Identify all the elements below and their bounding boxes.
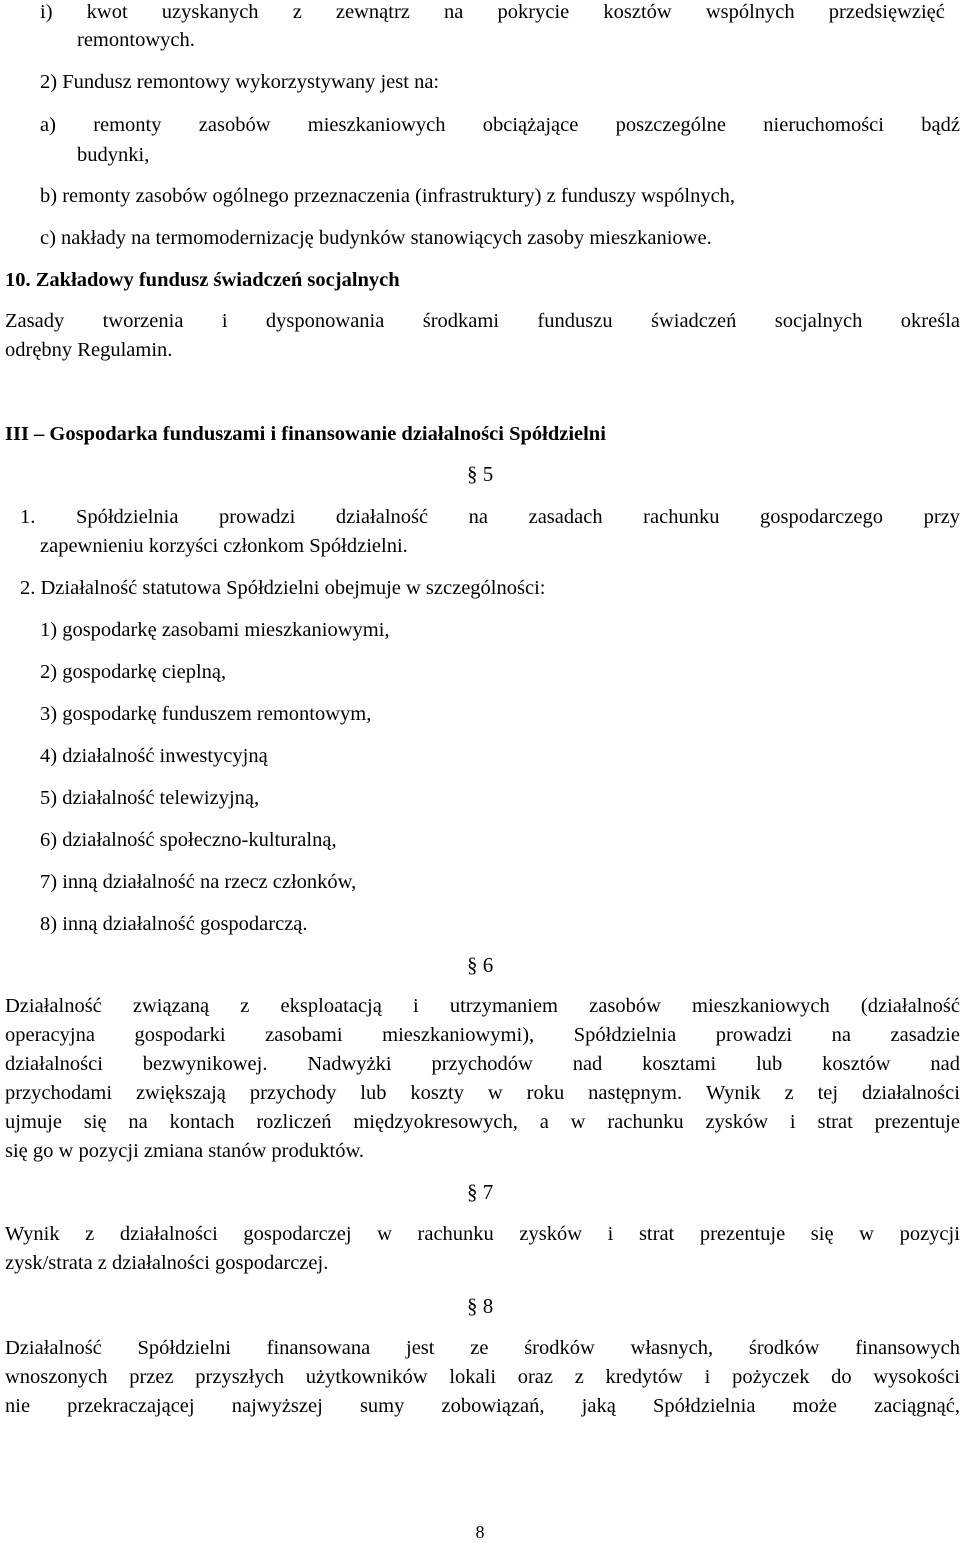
activity-item: 4) działalność inwestycyjną: [40, 745, 268, 767]
word: rachunku: [607, 1111, 684, 1133]
par6-line: [5, 996, 960, 1017]
social-fund-heading: 10. Zakładowy fundusz świadczeń socjalnych: [5, 269, 400, 291]
word: przychodów: [431, 1053, 533, 1075]
fund-use-intro: 2) Fundusz remontowy wykorzystywany jest na:: [40, 71, 440, 93]
word: rachunku: [643, 506, 720, 528]
word: gospodarczej: [243, 1223, 352, 1245]
word: przy: [923, 506, 960, 528]
word: zasobami: [265, 1024, 343, 1046]
word: obciążające: [482, 114, 579, 136]
word: Nadwyżki: [307, 1053, 392, 1075]
word: kosztami: [642, 1053, 717, 1075]
social-fund-line1: [5, 311, 960, 332]
word: pożyczek: [732, 1366, 810, 1388]
paragraph-mark-6: § 6: [467, 953, 494, 977]
word: nie: [5, 1395, 31, 1417]
word: a: [539, 1111, 549, 1133]
word: utrzymaniem: [449, 995, 558, 1017]
list-item-i-line2: remontowych.: [77, 29, 195, 51]
paragraph-mark-7: § 7: [467, 1180, 494, 1204]
page-number: 8: [475, 1522, 485, 1542]
word: w: [570, 1111, 586, 1133]
word: nad: [572, 1053, 603, 1075]
par6-line: [5, 1054, 960, 1075]
word: lokali: [449, 1366, 497, 1388]
word: przyszłych: [195, 1366, 285, 1388]
activity-item: 5) działalność telewizyjną,: [40, 787, 260, 809]
word: w: [859, 1223, 874, 1245]
word: i: [704, 1366, 711, 1388]
par6-last-line: się go w pozycji zmiana stanów produktów.: [5, 1140, 365, 1162]
word: jest: [406, 1337, 435, 1359]
word: zobowiązań,: [441, 1395, 545, 1417]
par6-line: [5, 1025, 960, 1046]
word: się: [810, 1223, 834, 1245]
par8-line: [5, 1338, 960, 1359]
word: prezentuje: [874, 1111, 960, 1133]
fund-use-item-c: c) nakłady na termomodernizację budynków stanowiących zasoby mieszkaniowe.: [40, 227, 712, 249]
word: finansowych: [855, 1337, 960, 1359]
word: ze: [470, 1337, 489, 1359]
word: bądź: [921, 114, 960, 136]
word: rozliczeń: [256, 1111, 332, 1133]
word: oraz: [517, 1366, 553, 1388]
par5-point1-line1: [20, 507, 960, 528]
word: a): [40, 114, 56, 136]
word: mieszkaniowych: [692, 995, 830, 1017]
word: może: [792, 1395, 837, 1417]
word: kosztów: [603, 1, 672, 23]
word: Spółdzielnia: [573, 1024, 677, 1046]
word: rachunku: [417, 1223, 494, 1245]
word: finansowana: [266, 1337, 371, 1359]
fund-use-item-b: b) remonty zasobów ogólnego przeznaczenia (infrastruktury) z funduszy wspólnych,: [40, 185, 736, 207]
word: Spółdzielni: [137, 1337, 231, 1359]
word: wspólnych: [705, 1, 795, 23]
word: lub: [756, 1053, 783, 1075]
word: działalności: [862, 1082, 960, 1104]
word: na: [444, 1, 464, 23]
word: zewnątrz: [335, 1, 410, 23]
word: i): [40, 1, 53, 23]
par8-line: [5, 1396, 960, 1417]
activity-item: 3) gospodarkę funduszem remontowym,: [40, 703, 372, 725]
word: Spółdzielnia: [75, 506, 179, 528]
fund-use-item-a-line2: budynki,: [77, 144, 150, 166]
par5-point1-line2: zapewnieniu korzyści członkom Spółdzielni.: [40, 535, 408, 557]
word: wnoszonych: [5, 1366, 108, 1388]
word: koszty: [410, 1082, 464, 1104]
activity-item: 8) inną działalność gospodarczą.: [40, 913, 308, 935]
word: dysponowania: [265, 310, 385, 332]
word: eksploatacją: [280, 995, 382, 1017]
word: najwyższej: [231, 1395, 323, 1417]
word: uzyskanych: [161, 1, 259, 23]
word: kosztów: [822, 1053, 891, 1075]
word: świadczeń: [650, 310, 737, 332]
word: socjalnych: [774, 310, 863, 332]
word: operacyjna: [5, 1024, 95, 1046]
word: działalności: [5, 1053, 103, 1075]
word: na: [468, 506, 489, 528]
word: zasobów: [198, 114, 271, 136]
word: działalność: [335, 506, 429, 528]
par8-line: [5, 1367, 960, 1388]
fund-use-item-a-line1: [40, 115, 960, 136]
word: działalności: [119, 1223, 218, 1245]
word: lub: [360, 1082, 387, 1104]
word: zasadach: [528, 506, 603, 528]
word: z: [784, 1082, 794, 1104]
word: sumy: [359, 1395, 405, 1417]
word: (działalność: [860, 995, 960, 1017]
word: zysków: [519, 1223, 583, 1245]
word: tworzenia: [102, 310, 184, 332]
word: Zasady: [5, 310, 65, 332]
word: ujmuje: [5, 1111, 62, 1133]
par5-point2-intro: 2. Działalność statutowa Spółdzielni obejmuje w szczególności:: [20, 577, 546, 599]
word: prezentuje: [699, 1223, 786, 1245]
word: określa: [900, 310, 960, 332]
word: poszczególne: [615, 114, 727, 136]
word: Spółdzielnia: [652, 1395, 756, 1417]
word: i: [413, 995, 419, 1017]
word: środkami: [422, 310, 500, 332]
word: Działalność: [5, 995, 102, 1017]
word: funduszu: [537, 310, 613, 332]
word: kontach: [169, 1111, 235, 1133]
word: z: [292, 1, 302, 23]
word: Działalność: [5, 1337, 102, 1359]
word: nad: [930, 1053, 960, 1075]
word: prowadzi: [715, 1024, 793, 1046]
word: prowadzi: [219, 506, 296, 528]
word: i: [221, 310, 228, 332]
par7-line1: [5, 1224, 960, 1245]
word: środków: [748, 1337, 820, 1359]
word: Wynik: [706, 1082, 761, 1104]
list-item-i-line1: [40, 2, 945, 23]
word: z: [574, 1366, 584, 1388]
word: własnych,: [630, 1337, 714, 1359]
word: wysokości: [873, 1366, 960, 1388]
activity-item: 6) działalność społeczno-kulturalną,: [40, 829, 337, 851]
word: w: [487, 1082, 503, 1104]
word: mieszkaniowych: [307, 114, 446, 136]
word: gospodarki: [134, 1024, 226, 1046]
word: zasadzie: [890, 1024, 960, 1046]
word: nieruchomości: [763, 114, 884, 136]
word: środków: [524, 1337, 595, 1359]
word: zwiększają: [135, 1082, 226, 1104]
word: przychodami: [5, 1082, 113, 1104]
activity-item: 1) gospodarkę zasobami mieszkaniowymi,: [40, 619, 390, 641]
paragraph-mark-8: § 8: [467, 1294, 494, 1318]
word: 1.: [20, 506, 36, 528]
word: strat: [817, 1111, 853, 1133]
word: kwot: [86, 1, 128, 23]
word: przychody: [249, 1082, 337, 1104]
word: mieszkaniowymi),: [382, 1024, 535, 1046]
word: pokrycie: [497, 1, 570, 23]
word: z: [85, 1223, 95, 1245]
word: przedsięwzięć: [828, 1, 945, 23]
word: remonty: [93, 114, 162, 136]
word: przekraczającej: [67, 1395, 195, 1417]
word: bezwynikowej.: [142, 1053, 268, 1075]
word: przez: [129, 1366, 174, 1388]
word: gospodarczego: [760, 506, 883, 528]
section-title: III – Gospodarka funduszami i finansowanie działalności Spółdzielni: [5, 423, 606, 445]
word: Wynik: [5, 1223, 60, 1245]
word: międzyokresowych,: [353, 1111, 518, 1133]
word: się: [83, 1111, 107, 1133]
word: zysków: [705, 1111, 769, 1133]
word: użytkowników: [305, 1366, 428, 1388]
word: do: [831, 1366, 852, 1388]
activity-item: 2) gospodarkę cieplną,: [40, 661, 227, 683]
word: i: [607, 1223, 614, 1245]
word: i: [789, 1111, 796, 1133]
word: na: [831, 1024, 851, 1046]
par6-line: [5, 1112, 960, 1133]
word: zasobów: [589, 995, 661, 1017]
par6-line: [5, 1083, 960, 1104]
par7-line2: zysk/strata z działalności gospodarczej.: [5, 1252, 329, 1274]
word: związaną: [132, 995, 210, 1017]
social-fund-line2: odrębny Regulamin.: [5, 339, 173, 361]
word: z: [240, 995, 250, 1017]
word: na: [128, 1111, 148, 1133]
word: zaciągnąć,: [874, 1395, 960, 1417]
word: w: [377, 1223, 392, 1245]
paragraph-mark-5: § 5: [467, 462, 494, 486]
word: strat: [638, 1223, 675, 1245]
word: jaką: [581, 1395, 616, 1417]
word: następnym.: [588, 1082, 683, 1104]
word: roku: [526, 1082, 565, 1104]
word: pozycji: [899, 1223, 960, 1245]
word: tej: [817, 1082, 839, 1104]
word: kredytów: [605, 1366, 683, 1388]
activity-item: 7) inną działalność na rzecz członków,: [40, 871, 357, 893]
